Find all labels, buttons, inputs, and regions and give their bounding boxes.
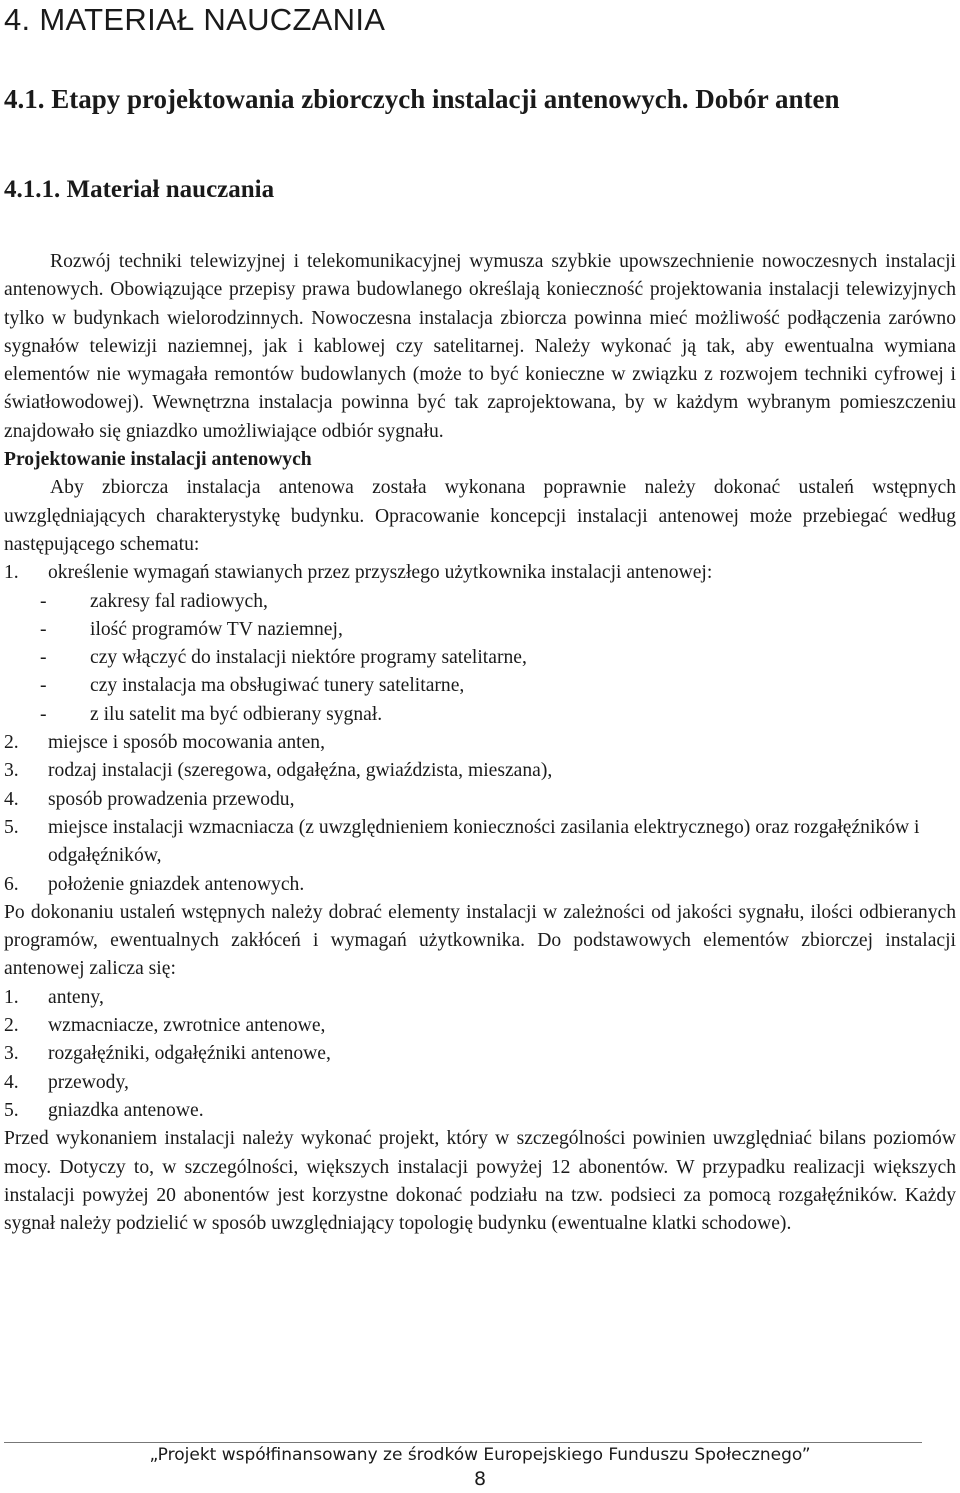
list-item-number: 3.: [4, 760, 19, 782]
list-item-text: położenie gniazdek antenowych.: [48, 873, 305, 895]
list-item: [4, 729, 956, 757]
list-item: [4, 814, 956, 871]
section-heading: 4.1. Etapy projektowania zbiorczych instalacji antenowych. Dobór anten: [4, 84, 840, 114]
list-item-number: 3.: [4, 1043, 19, 1065]
list-item: [4, 1040, 956, 1068]
list-item-number: 5.: [4, 816, 19, 838]
sub-list-item: [4, 588, 956, 616]
list-item: [4, 757, 956, 785]
list-item: [4, 1012, 956, 1040]
list-item-text: wzmacniacze, zwrotnice antenowe,: [48, 1015, 326, 1037]
sub-list-item: [4, 701, 956, 729]
list-item-number: 6.: [4, 873, 19, 895]
list-item: [4, 871, 956, 899]
dash-marker: -: [40, 703, 47, 725]
dash-marker: -: [40, 675, 47, 697]
elements-list: [4, 984, 956, 1125]
intro-paragraph: Rozwój techniki telewizyjnej i telekomunikacyjnej wymusza szybkie upowszechnienie nowoczesnych instalacji antenowych. Obowiązujące przepisy prawa budowlanego określają konieczność projektowania instalacji telewizyjnych tylko w budynkach wielorodzinnych. Nowoczesna instalacja zbiorcza powinna mieć możliwość podłączenia zarówno sygnałów telewizji naziemnej, jak i kablowej czy satelitarnej. Należy wykonać ją tak, aby ewentualna wymiana elementów nie wymagała remontów budowlanych (może to być konieczne w związku z rozwojem techniki cyfrowej i światłowodowej). Wewnętrzna instalacja powinna być tak zaprojektowana, by w każdym wybranym pomieszczeniu znajdowało się gniazdko umożliwiające odbiór sygnału.: [4, 251, 956, 442]
sub-list-item: [4, 616, 956, 644]
list-item-text: miejsce instalacji wzmacniacza (z uwzględnieniem konieczności zasilania elektrycznego) oraz rozgałęźników i odgałęźników,: [48, 816, 920, 867]
sub-list-item: [4, 672, 956, 700]
list-item-text: przewody,: [48, 1071, 129, 1093]
list-item-text: anteny,: [48, 986, 104, 1008]
closing-paragraph: Przed wykonaniem instalacji należy wykonać projekt, który w szczególności powinien uwzględniać bilans poziomów mocy. Dotyczy to, w szczególności, większych instalacji powyżej 12 abonentów. W przypadku realizacji większych instalacji powyżej 20 abonentów jest korzystne dokonać podziału na tzw. podsieci za pomocą rozgałęźników. Każdy sygnał należy podzielić w sposób uwzględniający topologię budynku (ewentualne klatki schodowe).: [4, 1128, 956, 1235]
list-item: [4, 1097, 956, 1125]
sub-list-item: [4, 644, 956, 672]
list-item-text: miejsce i sposób mocowania anten,: [48, 732, 325, 754]
dash-marker: -: [40, 618, 47, 640]
list-item-text: określenie wymagań stawianych przez przyszłego użytkownika instalacji antenowej:: [48, 562, 713, 584]
chapter-heading: 4. MATERIAŁ NAUCZANIA: [4, 2, 386, 37]
list-item-number: 5.: [4, 1099, 19, 1121]
dash-marker: -: [40, 647, 47, 669]
subsection-heading: 4.1.1. Materiał nauczania: [4, 176, 275, 203]
footer-divider: [4, 1442, 922, 1443]
list-item-number: 1.: [4, 562, 19, 584]
list-item-text: rozgałęźniki, odgałęźniki antenowe,: [48, 1043, 331, 1065]
sub-list-item-text: czy włączyć do instalacji niektóre programy satelitarne,: [90, 647, 527, 669]
design-scheme-list: [4, 559, 956, 899]
list-item-text: sposób prowadzenia przewodu,: [48, 788, 295, 810]
list-item-number: 2.: [4, 732, 19, 754]
dash-marker: -: [40, 590, 47, 612]
list-item-text: gniazdka antenowe.: [48, 1099, 204, 1121]
sub-list-item-text: czy instalacja ma obsługiwać tunery satelitarne,: [90, 675, 465, 697]
list-item-number: 4.: [4, 1071, 19, 1093]
sub-list-item-text: z ilu satelit ma być odbierany sygnał.: [90, 703, 383, 725]
list-item-number: 2.: [4, 1015, 19, 1037]
elements-intro-paragraph: Po dokonaniu ustaleń wstępnych należy dobrać elementy instalacji w zależności od jakości sygnału, ilości odbieranych programów, ewentualnych zakłóceń i wymagań użytkownika. Do podstawowych elementów zbiorczej instalacji antenowej zalicza się:: [4, 901, 956, 980]
sub-list-item-text: zakresy fal radiowych,: [90, 590, 268, 612]
list-item: [4, 786, 956, 814]
design-paragraph: Aby zbiorcza instalacja antenowa została wykonana poprawnie należy dokonać ustaleń wstępnych uwzględniających charakterystykę budynku. Opracowanie koncepcji instalacji antenowej może przebiegać według następującego schematu:: [4, 477, 956, 555]
list-item-number: 4.: [4, 788, 19, 810]
list-item: [4, 559, 956, 587]
list-item: [4, 984, 956, 1012]
list-item-number: 1.: [4, 986, 19, 1008]
list-item: [4, 1069, 956, 1097]
list-item-text: rodzaj instalacji (szeregowa, odgałęźna, gwiaździsta, mieszana),: [48, 760, 553, 782]
design-subheading: Projektowanie instalacji antenowych: [4, 449, 312, 471]
sub-list-item-text: ilość programów TV naziemnej,: [90, 618, 343, 640]
page-number: 8: [473, 1468, 487, 1490]
document-body: [4, 248, 956, 1238]
footer-funding-note: „Projekt współfinansowany ze środków Europejskiego Funduszu Społecznego”: [149, 1445, 811, 1465]
